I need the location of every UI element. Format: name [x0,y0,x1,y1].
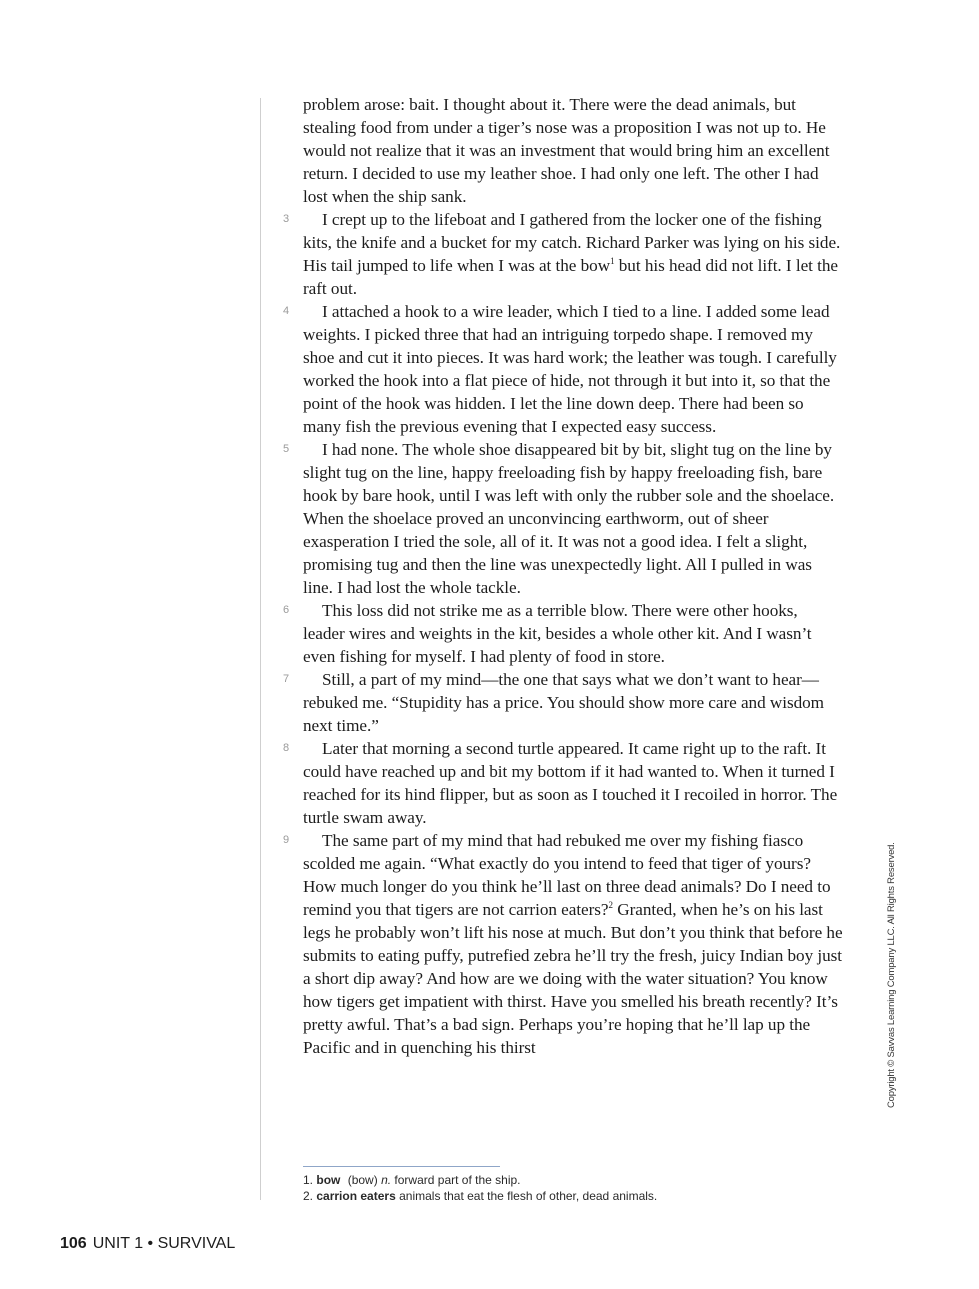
footnote-term: carrion eaters [316,1189,396,1203]
paragraph-number: 9 [283,834,290,846]
page-number: 106 [60,1235,87,1252]
paragraph-number: 7 [283,673,290,685]
paragraph-number: 4 [283,305,290,317]
footnote-part-of-speech: n. [381,1173,392,1187]
paragraph-text-continued: Granted, when he’s on his last legs he probably won’t lift his nose at much. But don’t you think that before he submits to eating puffy, putrefied zebra he’ll try the fresh, juicy Indian boy just a short dip away? And how are we doing with the water situation? You know how tigers get impatient with thirst. Have you smelled his breath recently? It’s pretty awful. That’s a bad sign. Perhaps you’re hoping that he’ll lap up the Pacific and in quenching his thirst [303,900,843,1057]
paragraph-7 [283,668,843,737]
paragraph-5 [283,438,843,599]
paragraph-8 [283,737,843,829]
margin-rule [260,98,261,1200]
footnote-divider [303,1166,500,1167]
paragraph-text-continued: but his head did not lift. I let the raft out. [303,256,838,298]
paragraph-text: The same part of my mind that had rebuked me over my fishing fiasco scolded me again. “What exactly do you intend to feed that tiger of yours? How much longer do you think he’ll last on three dead animals? Do I need to remind you that tigers are not carrion eaters? [303,831,831,919]
footnote-definition: animals that eat the flesh of other, dead animals. [399,1189,658,1203]
paragraph-9 [283,829,843,1059]
footnote-marker: 2 [608,900,613,910]
paragraph-text: This loss did not strike me as a terrible blow. There were other hooks, leader wires and weights in the kit, besides a whole other kit. And I wasn’t even fishing for myself. I had plenty of food in store. [303,601,812,666]
page-footer [60,1234,235,1254]
paragraph-text: Still, a part of my mind—the one that says what we don’t want to hear—rebuked me. “Stupidity has a price. You should show more care and wisdom next time.” [303,670,825,735]
paragraph-text: problem arose: bait. I thought about it. There were the dead animals, but stealing food from under a tiger’s nose was a proposition I was not up to. He would not realize that it was an investment that would bring him an excellent return. I decided to use my leather shoe. I had only one left. The other I had lost when the ship sank. [303,95,830,206]
paragraph-6 [283,599,843,668]
paragraph-number: 8 [283,742,290,754]
paragraph-number: 5 [283,443,290,455]
paragraph-continuation [303,93,843,208]
paragraph-text: I attached a hook to a wire leader, which I tied to a line. I added some lead weights. I picked three that had an intriguing torpedo shape. I removed my shoe and cut it into pieces. It was hard work; the leather was tough. I carefully worked the hook into a flat piece of hide, not through it but into it, so that the point of the hook was hidden. I let the line down deep. There had been so many fish the previous evening that I expected easy success. [303,302,837,436]
footnote-2 [303,1188,657,1204]
footnote-number: 1. [303,1173,314,1187]
paragraph-3 [283,208,843,300]
paragraph-4 [283,300,843,438]
unit-label: UNIT 1 • SURVIVAL [92,1235,236,1252]
footnote-marker: 1 [610,256,615,266]
paragraph-text: I had none. The whole shoe disappeared bit by bit, slight tug on the line by slight tug on the line, happy freeloading fish by happy freeloading fish, bare hook by bare hook, until I was left with only the rubber sole and the shoelace. When the shoelace proved an unconvincing earthworm, out of sheer exasperation I tried the sole, all of it. It was not a good idea. I felt a slight, promising tug and then the line was unexpectedly light. All I pulled in was line. I had lost the whole tackle. [303,440,835,597]
copyright-notice: Copyright © Savvas Learning Company LLC. All Rights Reserved. [886,842,897,1108]
footnote-1 [303,1172,657,1188]
footnote-number: 2. [303,1189,314,1203]
passage-text [283,93,843,1059]
paragraph-text: I crept up to the lifeboat and I gathered from the locker one of the fishing kits, the knife and a bucket for my catch. Richard Parker was lying on his side. His tail jumped to life when I was at the bow [303,210,841,275]
footnote-pronunciation: (bow) [347,1173,378,1187]
paragraph-text: Later that morning a second turtle appeared. It came right up to the raft. It could have reached up and bit my bottom if it had wanted to. When it turned I reached for its hind flipper, but as soon as I touched it I recoiled in horror. The turtle swam away. [303,739,838,827]
footnote-term: bow [316,1173,341,1187]
paragraph-number: 3 [283,213,290,225]
paragraph-number: 6 [283,604,290,616]
footnotes [303,1172,657,1204]
footnote-definition: forward part of the ship. [394,1173,521,1187]
